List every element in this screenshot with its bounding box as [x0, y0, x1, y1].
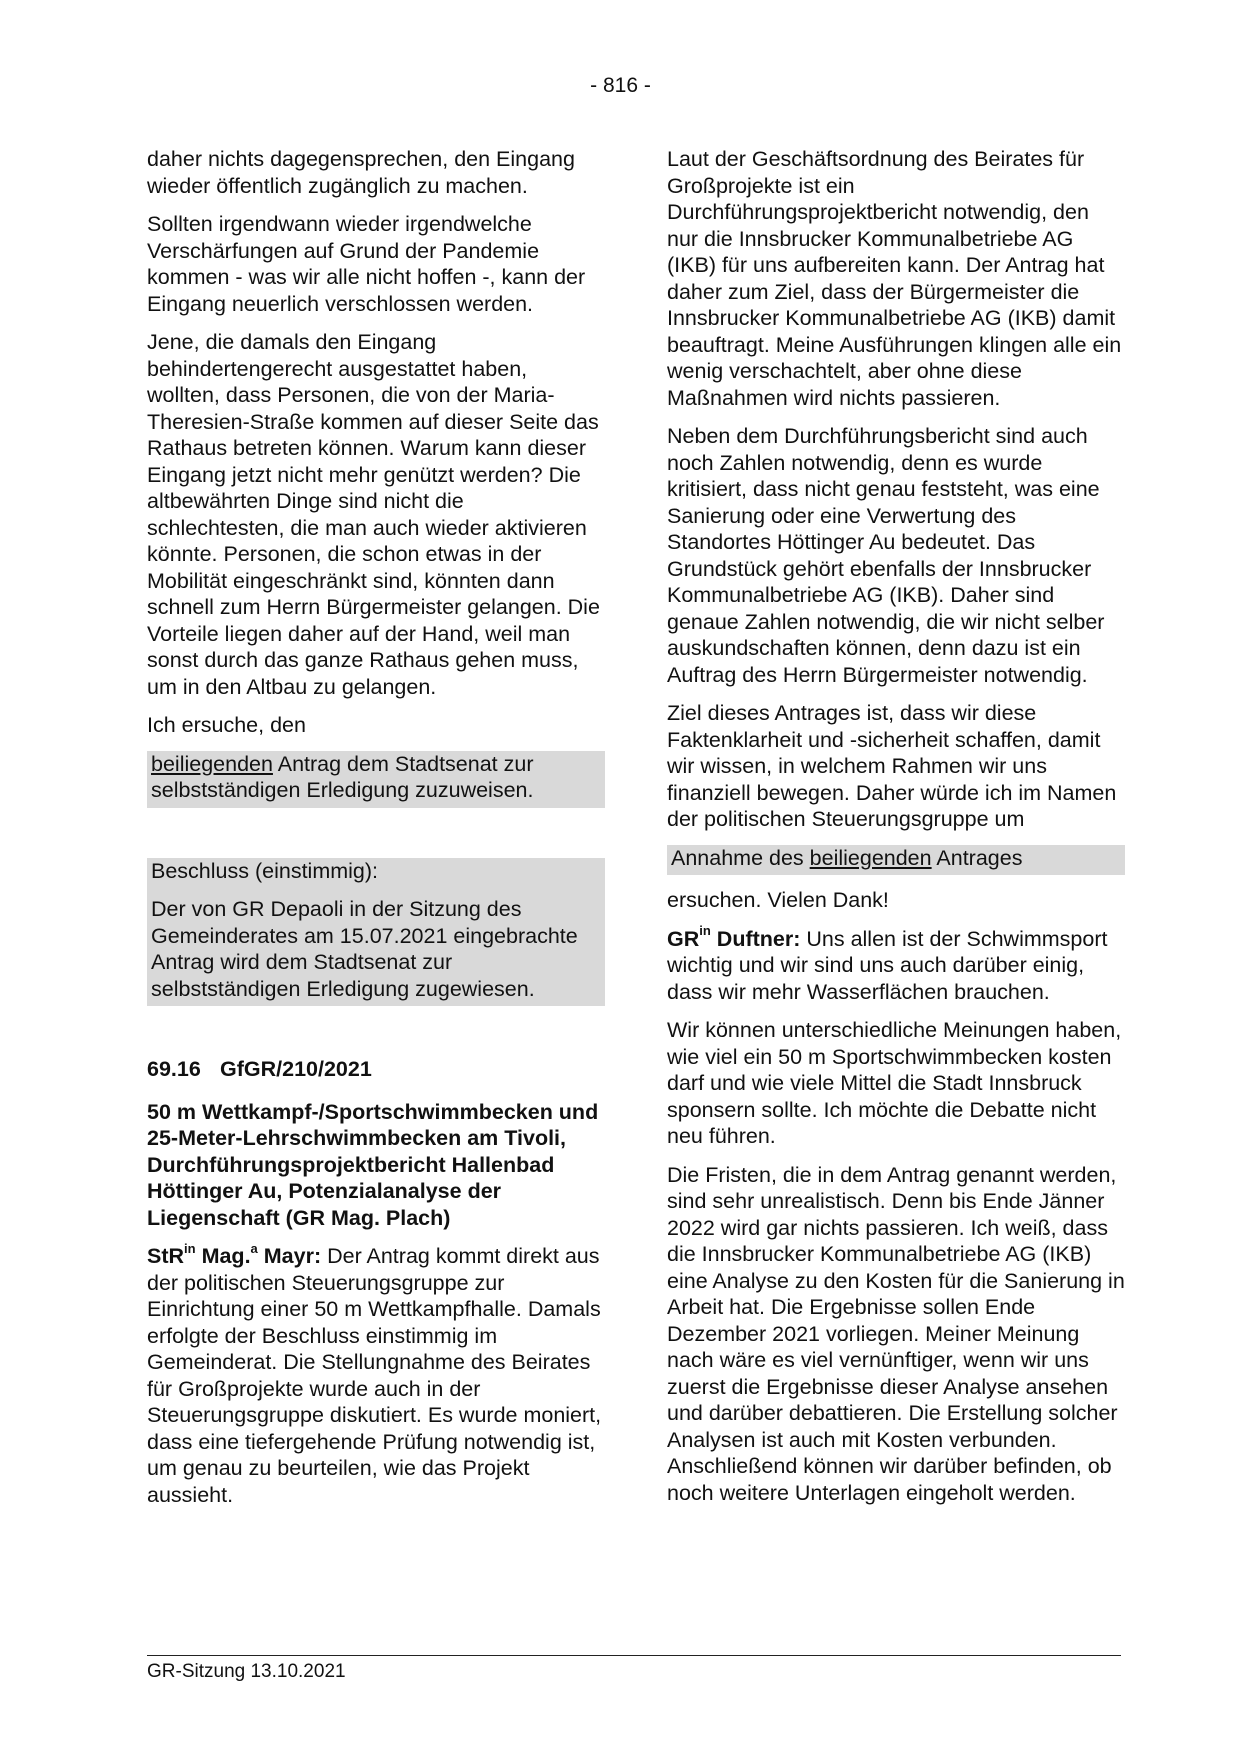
acceptance-underlined-word: beiliegenden: [809, 845, 932, 870]
motion-rest: Antrag dem Stadtsenat zur selbstständigen Erledigung zuzuweisen.: [151, 751, 534, 802]
resolution-text: Der von GR Depaoli in der Sitzung des Gemeinderates am 15.07.2021 eingebrachte Antrag wird dem Stadtsenat zur selbstständigen Erledigung zugewiesen.: [151, 897, 578, 1001]
speaker-surname: Duftner:: [710, 926, 801, 951]
speaker-title-suffix: in: [184, 1240, 196, 1256]
agenda-item-header: [147, 1056, 605, 1083]
agenda-item-number: 69.16: [147, 1057, 201, 1081]
speech-text: Der Antrag kommt direkt aus der politischen Steuerungsgruppe zur Einrichtung einer 50 m Wettkampfhalle. Damals erfolgte der Beschluss einstimmig im Gemeinderat. Die Stellungnahme des Beirates für Großprojekte wurde auch in der Steuerungsgruppe diskutiert. Es wurde moniert, dass eine tiefergehende Prüfung notwendig ist, um genau zu beurteilen, wie das Projekt aussieht.: [147, 1244, 602, 1507]
agenda-item-title: 50 m Wettkampf-/Sportschwimmbecken und 25-Meter-Lehrschwimmbecken am Tivoli, Durchführungsprojektbericht Hallenbad Höttinger Au, Potenzialanalyse der Liegenschaft (GR Mag. Plach): [147, 1099, 599, 1230]
left-column: [147, 146, 605, 1520]
paragraph: Sollten irgendwann wieder irgendwelche Verschärfungen auf Grund der Pandemie kommen - was wir alle nicht hoffen -, kann der Eingang neuerlich verschlossen werden.: [147, 212, 586, 316]
speaker-degree: Mag.: [195, 1244, 251, 1268]
paragraph: daher nichts dagegensprechen, den Eingang wieder öffentlich zugänglich zu machen.: [147, 147, 575, 198]
acceptance-pre: Annahme des: [671, 845, 810, 870]
speaker-name: [147, 1240, 322, 1268]
paragraph: Neben dem Durchführungsbericht sind auch noch Zahlen notwendig, denn es wurde kritisiert, dass nicht genau feststeht, was eine Sanierung oder eine Verwertung des Standortes Höttinger Au bedeutet. Das Grundstück gehört ebenfalls der Innsbrucker Kommunalbetriebe AG (IKB). Daher sind genaue Zahlen notwendig, die wir nicht selber auskundschaften können, denn dazu ist ein Auftrag des Herrn Bürgermeister notwendig.: [667, 424, 1105, 687]
speaker-title: StR: [147, 1244, 185, 1268]
speaker-surname: Mayr:: [257, 1244, 322, 1268]
motion-underlined-word: beiliegenden: [151, 751, 273, 776]
resolution-label: Beschluss (einstimmig):: [151, 858, 378, 883]
paragraph: Jene, die damals den Eingang behindertengerecht ausgestattet haben, wollten, dass Personen, die von der Maria-Theresien-Straße kommen auf dieser Seite das Rathaus betreten können. Warum kann dieser Eingang jetzt nicht mehr genützt werden? Die altbewährten Dinge sind nicht die schlechtesten, die man auch wieder aktivieren könnte. Personen, die schon etwas in der Mobilität eingeschränkt sind, könnten dann schnell zum Herrn Bürgermeister gelangen. Die Vorteile liegen daher auf der Hand, weil man sonst durch das ganze Rathaus gehen muss, um in den Altbau zu gelangen.: [147, 330, 600, 699]
resolution-box: [147, 858, 605, 1007]
motion-highlight: [147, 751, 605, 808]
speech-mayr: [147, 1240, 605, 1508]
agenda-item-code: GfGR/210/2021: [220, 1057, 372, 1081]
speaker-degree-suffix: a: [250, 1240, 258, 1256]
speaker-title: GR: [667, 926, 700, 951]
acceptance-text: [671, 845, 1121, 876]
paragraph: Die Fristen, die in dem Antrag genannt werden, sind sehr unrealistisch. Denn bis Ende Jänner 2022 wird gar nichts passieren. Ich weiß, dass die Innsbrucker Kommunalbetriebe AG (IKB) eine Analyse zu den Kosten für die Sanierung in Arbeit hat. Die Ergebnisse sollen Ende Dezember 2021 vorliegen. Meiner Meinung nach wäre es viel vernünftiger, wenn wir uns zuerst die Ergebnisse dieser Analyse ansehen und darüber debattieren. Die Erstellung solcher Analysen ist auch mit Kosten verbunden. Anschließend können wir darüber befinden, ob noch weitere Unterlagen eingeholt werden.: [667, 1162, 1125, 1505]
paragraph: Wir können unterschiedliche Meinungen haben, wie viel ein 50 m Sportschwimmbecken kosten darf und wie viele Mittel die Stadt Innsbruck sponsern sollte. Ich möchte die Debatte nicht neu führen.: [667, 1018, 1122, 1148]
acceptance-highlight: [667, 845, 1125, 876]
paragraph: Ich ersuche, den: [147, 713, 306, 737]
speech-duftner: [667, 923, 1125, 1006]
paragraph: ersuchen. Vielen Dank!: [667, 888, 889, 912]
footer-session-date: GR-Sitzung 13.10.2021: [147, 1661, 346, 1682]
right-column: [667, 146, 1125, 1518]
paragraph: Ziel dieses Antrages ist, dass wir diese Faktenklarheit und -sicherheit schaffen, damit wir wissen, in welchem Rahmen wir uns finanziell bewegen. Daher würde ich im Namen der politischen Steuerungsgruppe um: [667, 701, 1117, 831]
speaker-name: [667, 923, 801, 951]
page-number: - 816 -: [590, 74, 651, 97]
acceptance-post: Antrages: [931, 845, 1023, 870]
speech-text: Uns allen ist der Schwimmsport wichtig und wir sind uns auch darüber einig, dass wir mehr Wasserflächen brauchen.: [667, 926, 1108, 1004]
paragraph: Laut der Geschäftsordnung des Beirates für Großprojekte ist ein Durchführungsprojektbericht notwendig, den nur die Innsbrucker Kommunalbetriebe AG (IKB) für uns aufbereiten kann. Der Antrag hat daher zum Ziel, dass der Bürgermeister die Innsbrucker Kommunalbetriebe AG (IKB) damit beauftragt. Meine Ausführungen klingen alle ein wenig verschachtelt, aber ohne diese Maßnahmen wird nichts passieren.: [667, 147, 1122, 410]
speaker-title-suffix: in: [699, 923, 711, 939]
footer-divider: [147, 1655, 1121, 1656]
motion-text: [151, 751, 601, 808]
